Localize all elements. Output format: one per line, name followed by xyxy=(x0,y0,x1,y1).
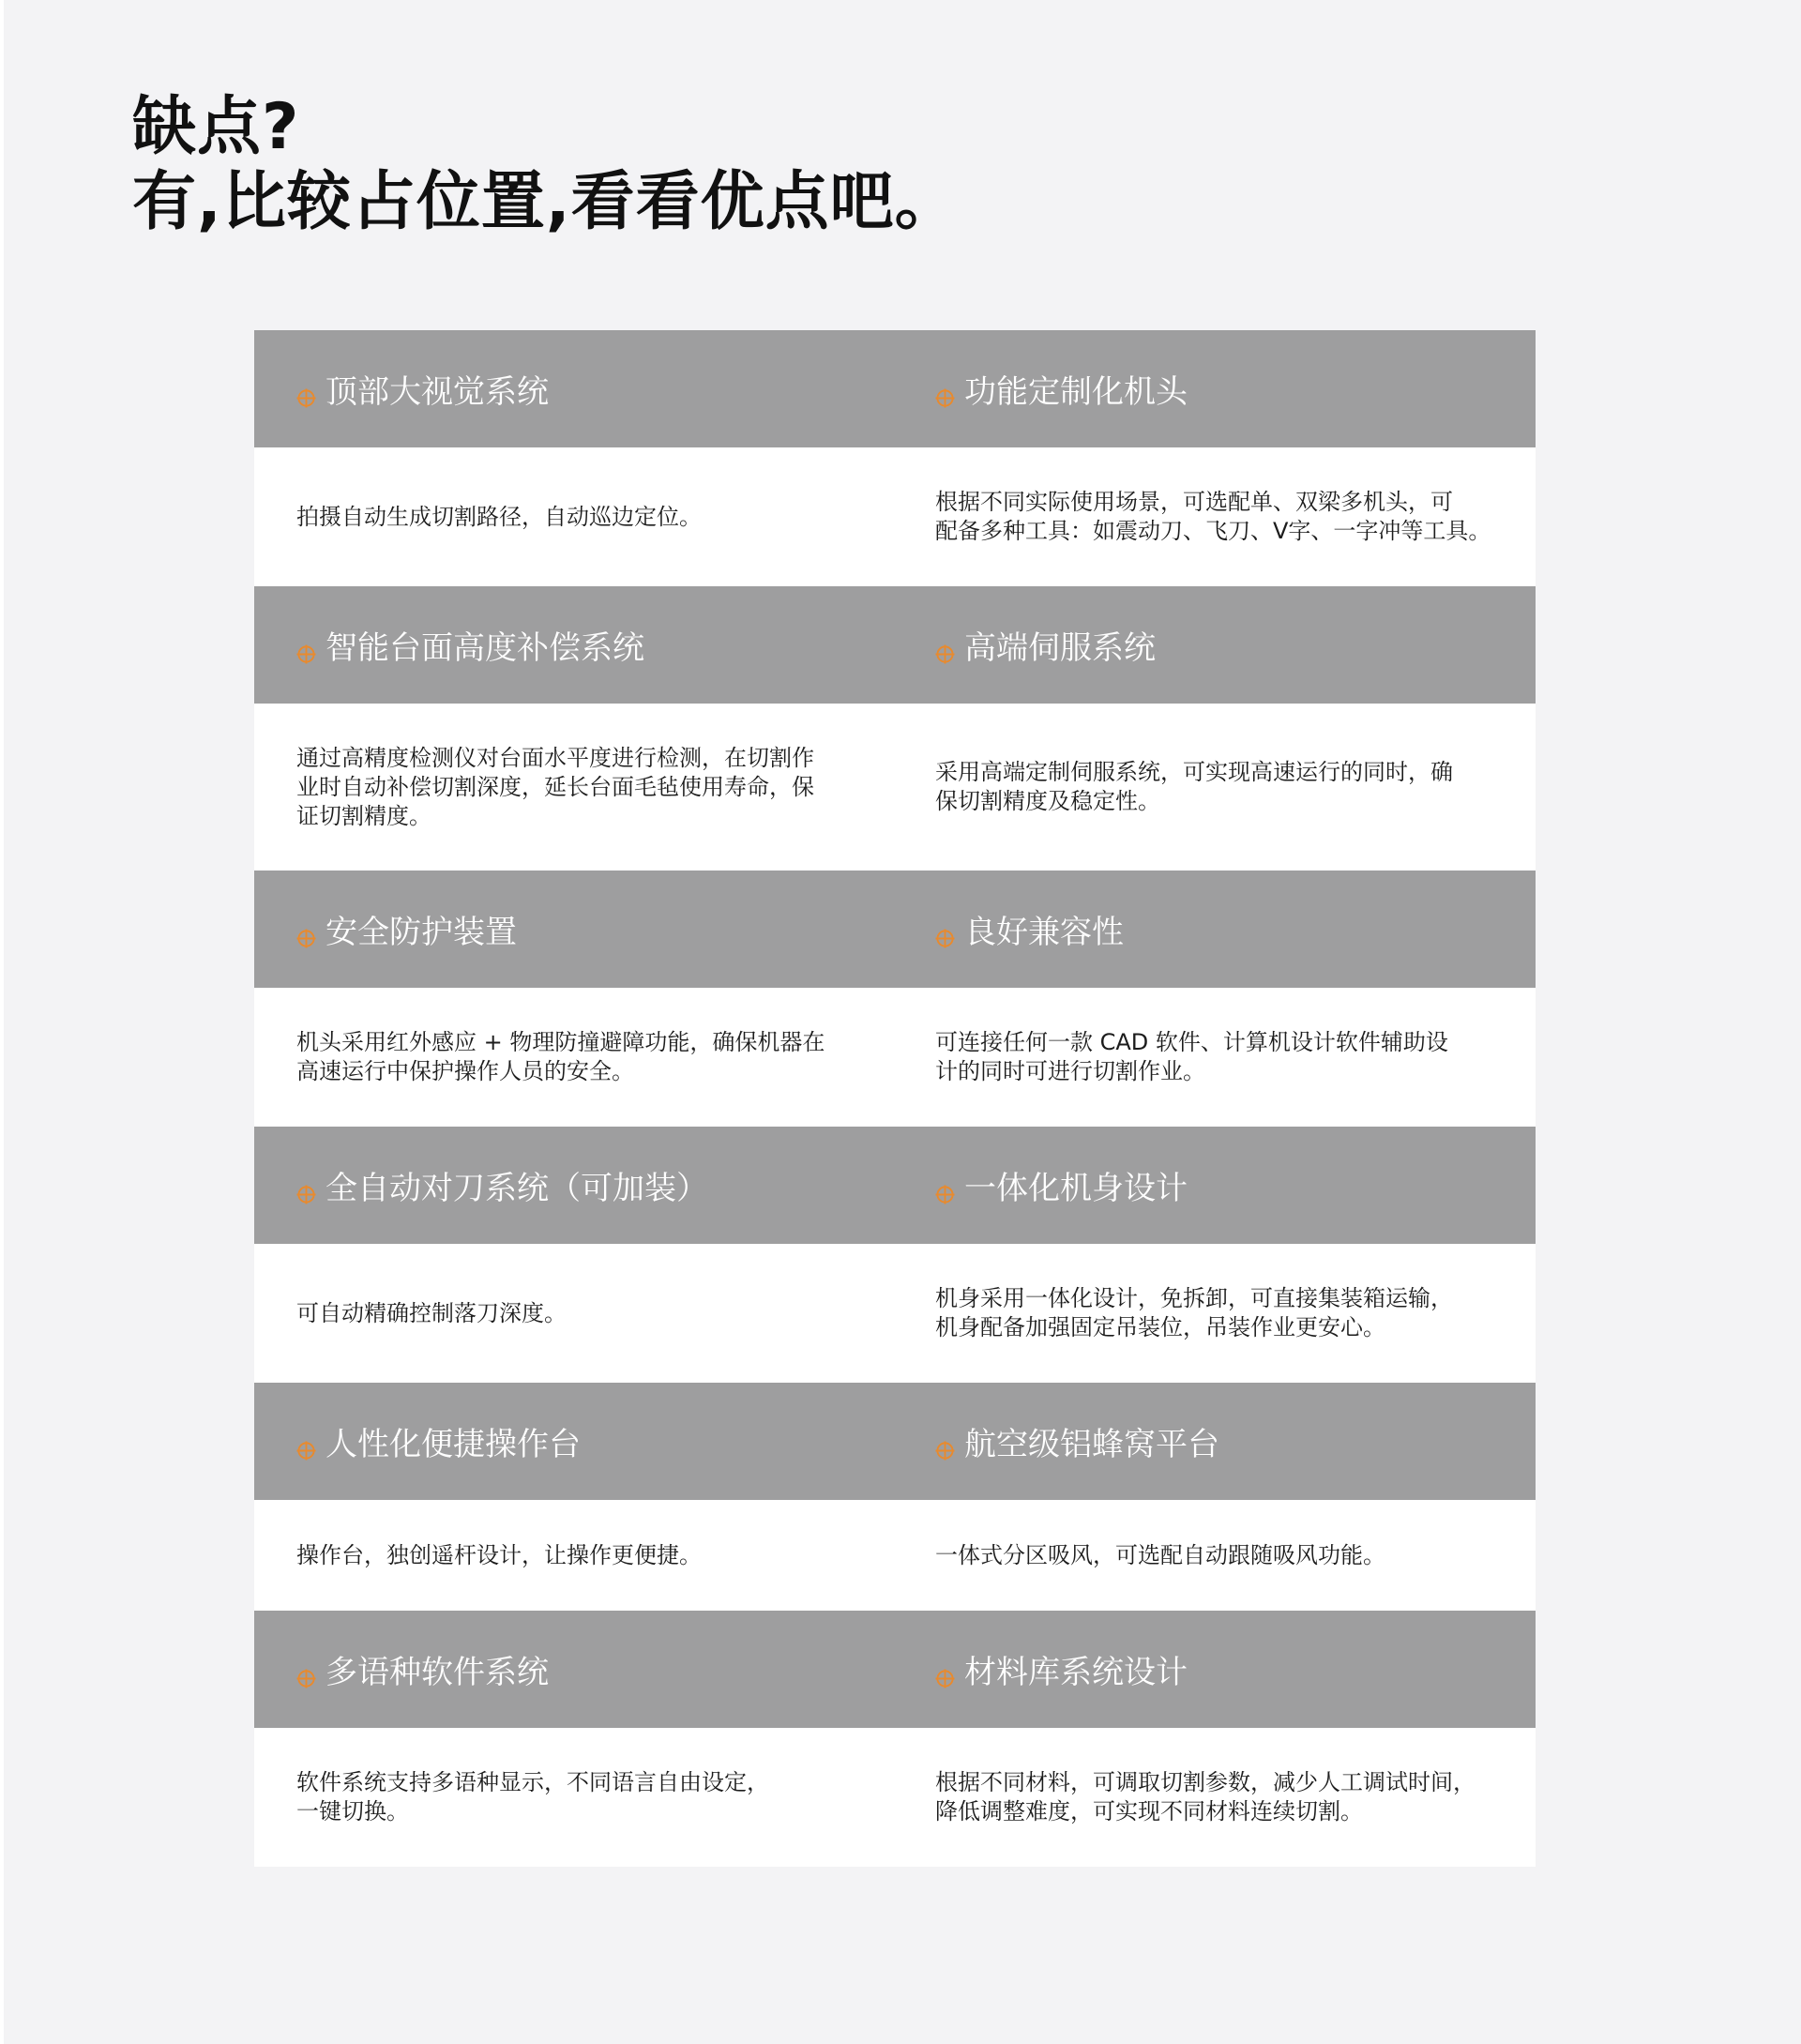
target-icon xyxy=(935,1175,955,1195)
target-icon xyxy=(296,1175,316,1195)
feature-header-row xyxy=(254,871,1536,988)
feature-header-row xyxy=(254,1127,1536,1244)
feature-description-cell xyxy=(254,704,895,871)
feature-description: 根据不同材料，可调取切割参数，减少人工调试时间， 降低调整难度，可实现不同材料连续切割。 xyxy=(935,1769,1476,1824)
feature-description-cell xyxy=(895,988,1536,1127)
feature-description: 可自动精确控制落刀深度。 xyxy=(296,1299,567,1326)
feature-title: 人性化便捷操作台 xyxy=(325,1426,581,1463)
feature-title-cell xyxy=(895,1127,1536,1244)
feature-header-row xyxy=(254,1611,1536,1728)
feature-description-cell xyxy=(254,1500,895,1611)
feature-description-cell xyxy=(895,1244,1536,1383)
feature-title-cell xyxy=(254,1127,895,1244)
target-icon xyxy=(935,1659,955,1679)
feature-description-cell xyxy=(895,1500,1536,1611)
feature-description: 通过高精度检测仪对台面水平度进行检测，在切割作 业时自动补偿切割深度，延长台面毛毡使用寿命，保 证切割精度。 xyxy=(296,744,814,829)
feature-body-row xyxy=(254,1500,1536,1611)
feature-description: 根据不同实际使用场景，可选配单、双梁多机头，可 配备多种工具：如震动刀、飞刀、V字、一字冲等工具。 xyxy=(935,489,1491,544)
target-icon xyxy=(296,379,316,399)
target-icon xyxy=(935,1431,955,1451)
feature-body-row xyxy=(254,988,1536,1127)
target-icon xyxy=(296,1659,316,1679)
feature-title: 顶部大视觉系统 xyxy=(325,373,549,411)
feature-title: 良好兼容性 xyxy=(964,914,1124,951)
feature-title: 安全防护装置 xyxy=(325,914,517,951)
feature-title-cell xyxy=(254,1383,895,1500)
feature-description-cell xyxy=(254,988,895,1127)
feature-title: 功能定制化机头 xyxy=(964,373,1188,411)
feature-title: 材料库系统设计 xyxy=(964,1654,1188,1691)
feature-description-cell xyxy=(895,447,1536,586)
feature-description: 可连接任何一款 CAD 软件、计算机设计软件辅助设 计的同时可进行切割作业。 xyxy=(935,1029,1448,1084)
feature-description-cell xyxy=(254,1728,895,1867)
feature-title-cell xyxy=(895,330,1536,447)
feature-title-cell xyxy=(895,1611,1536,1728)
feature-header-row xyxy=(254,1383,1536,1500)
target-icon xyxy=(296,919,316,939)
feature-title-cell xyxy=(895,871,1536,988)
feature-description-cell xyxy=(895,704,1536,871)
headline-line-1: 缺点? xyxy=(132,90,300,164)
feature-header-row xyxy=(254,330,1536,447)
feature-description-cell xyxy=(254,447,895,586)
feature-description: 软件系统支持多语种显示，不同语言自由设定， 一键切换。 xyxy=(296,1769,769,1824)
feature-description: 一体式分区吸风，可选配自动跟随吸风功能。 xyxy=(935,1541,1385,1568)
target-icon xyxy=(935,919,955,939)
feature-title: 多语种软件系统 xyxy=(325,1654,549,1691)
feature-title: 全自动对刀系统（可加装） xyxy=(325,1170,708,1207)
feature-title: 航空级铝蜂窝平台 xyxy=(964,1426,1219,1463)
feature-description: 机头采用红外感应 + 物理防撞避障功能，确保机器在 高速运行中保护操作人员的安全。 xyxy=(296,1029,825,1084)
feature-description: 操作台，独创遥杆设计，让操作更便捷。 xyxy=(296,1541,702,1568)
feature-title: 智能台面高度补偿系统 xyxy=(325,629,644,667)
page-canvas xyxy=(4,0,1801,2044)
feature-description: 机身采用一体化设计，免拆卸，可直接集装箱运输， 机身配备加强固定吊装位，吊装作业更安心。 xyxy=(935,1285,1453,1340)
feature-description-cell xyxy=(895,1728,1536,1867)
feature-title: 一体化机身设计 xyxy=(964,1170,1188,1207)
feature-description: 拍摄自动生成切割路径，自动巡边定位。 xyxy=(296,503,702,530)
feature-header-row xyxy=(254,586,1536,704)
feature-body-row xyxy=(254,704,1536,871)
target-icon xyxy=(296,635,316,655)
target-icon xyxy=(935,635,955,655)
feature-title-cell xyxy=(254,1611,895,1728)
headline-line-2: 有,比较占位置,看看优点吧。 xyxy=(132,165,960,239)
feature-title-cell xyxy=(895,1383,1536,1500)
feature-body-row xyxy=(254,1244,1536,1383)
feature-title-cell xyxy=(895,586,1536,704)
feature-title-cell xyxy=(254,871,895,988)
feature-title-cell xyxy=(254,330,895,447)
feature-body-row xyxy=(254,447,1536,586)
feature-description-cell xyxy=(254,1244,895,1383)
feature-grid xyxy=(254,330,1536,1867)
feature-title: 高端伺服系统 xyxy=(964,629,1156,667)
page-headline xyxy=(132,90,960,240)
feature-title-cell xyxy=(254,586,895,704)
feature-body-row xyxy=(254,1728,1536,1867)
target-icon xyxy=(296,1431,316,1451)
target-icon xyxy=(935,379,955,399)
feature-description: 采用高端定制伺服系统，可实现高速运行的同时，确 保切割精度及稳定性。 xyxy=(935,759,1453,814)
